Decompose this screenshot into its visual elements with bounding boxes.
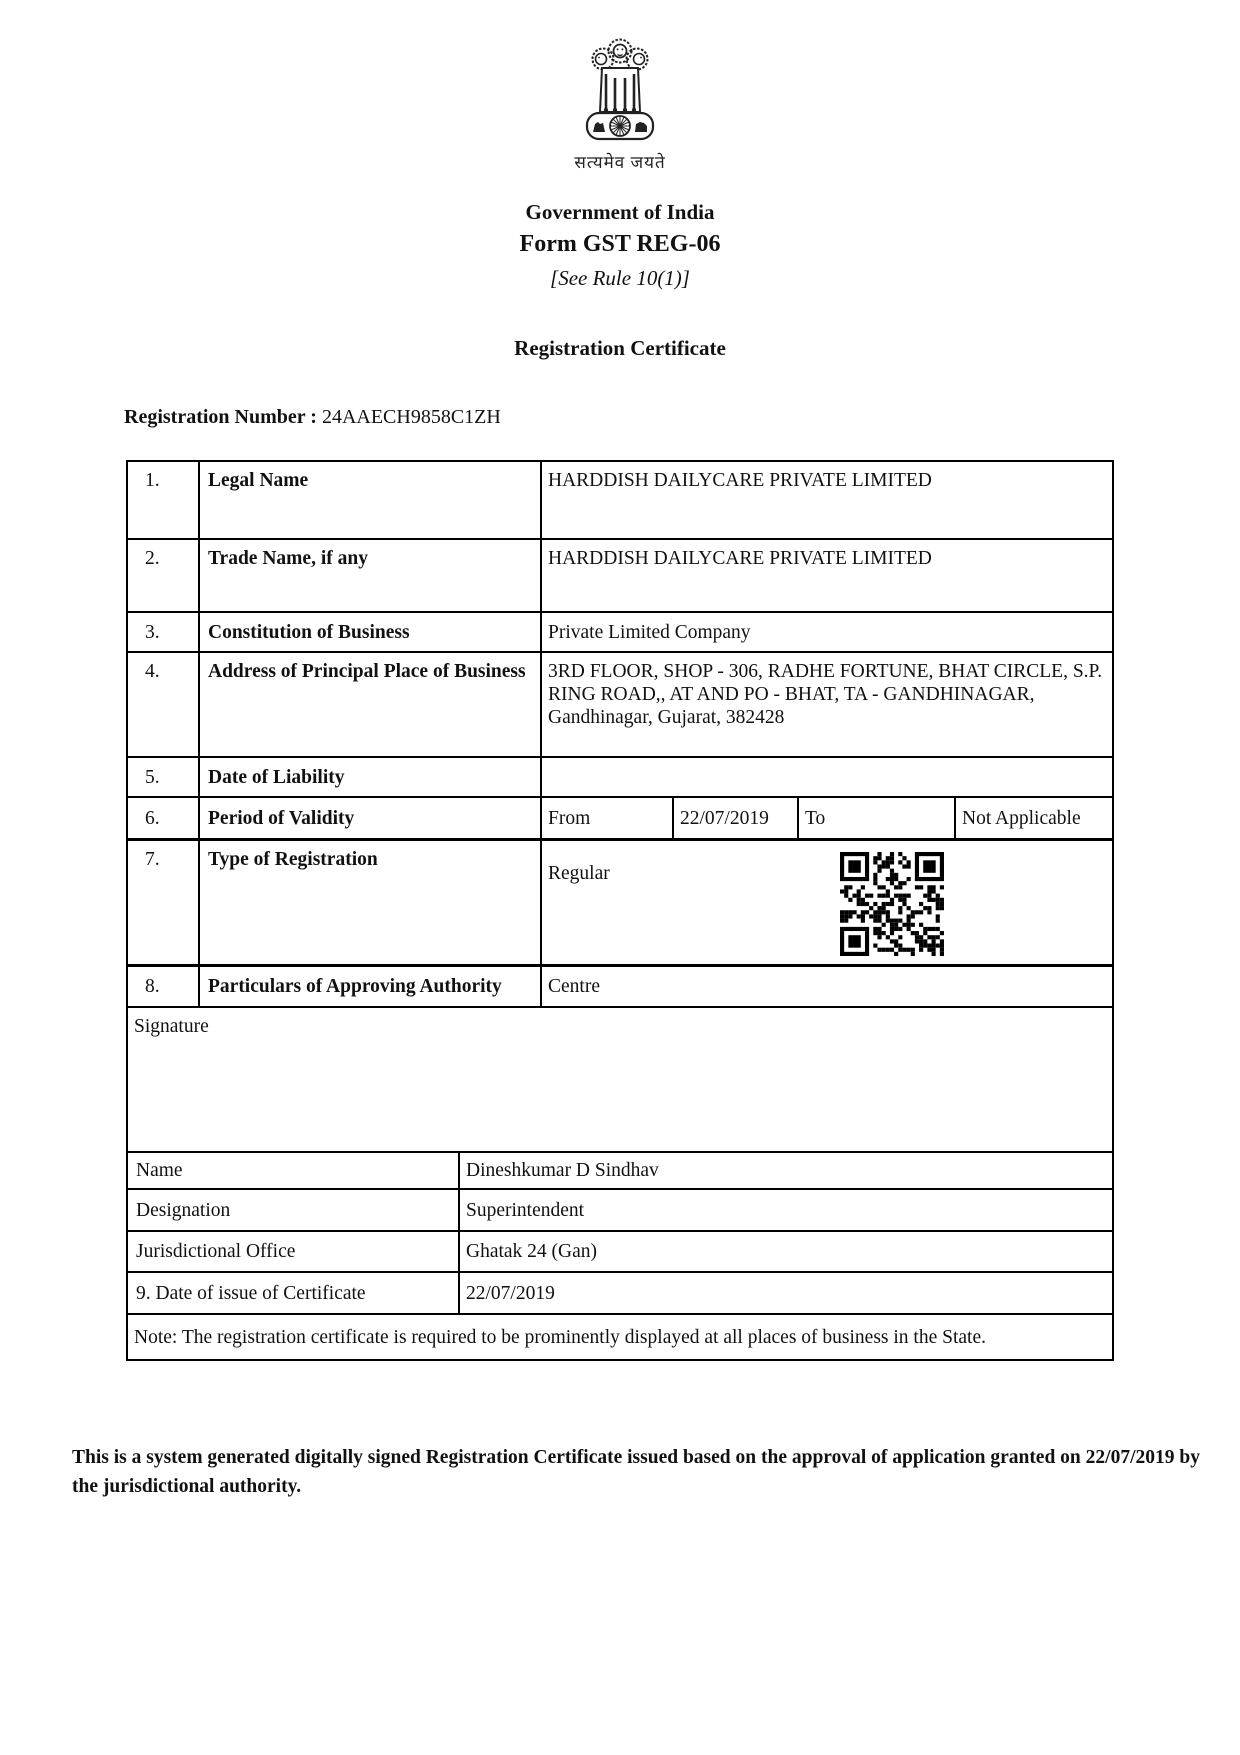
registration-number-value: 24AAECH9858C1ZH (321, 406, 501, 428)
table-row-date-of-liability (128, 756, 1112, 796)
officer-row-value: Dineshkumar D Sindhav (458, 1153, 1112, 1188)
registration-type-value: Regular (548, 863, 610, 884)
table-row-type-of-registration (128, 838, 1112, 964)
form-title: Form GST REG-06 (519, 231, 721, 257)
row-label: Particulars of Approving Authority (198, 967, 540, 1006)
emblem-of-india-icon (583, 34, 657, 144)
officer-row-label: Designation (136, 1199, 231, 1221)
officer-row-label: 9. Date of issue of Certificate (136, 1282, 366, 1304)
table-row-trade-name (128, 538, 1112, 611)
row-value: HARDDISH DAILYCARE PRIVATE LIMITED (540, 462, 1112, 538)
table-row-date-of-issue (128, 1271, 1112, 1313)
table-row-period-of-validity (128, 796, 1112, 838)
officer-row-label: Name (136, 1160, 183, 1181)
signature-label: Signature (134, 1016, 209, 1037)
certificate-table (126, 460, 1114, 1361)
registration-number-line (124, 406, 501, 429)
officer-row-label: Jurisdictional Office (136, 1241, 296, 1262)
row-value: HARDDISH DAILYCARE PRIVATE LIMITED (540, 540, 1112, 611)
government-of-india-heading: Government of India (525, 200, 715, 224)
rule-reference: [See Rule 10(1)] (550, 266, 690, 290)
row-number: 1. (145, 470, 160, 491)
officer-row-value: 22/07/2019 (458, 1273, 1112, 1313)
row-number: 5. (145, 766, 160, 788)
row-label: Period of Validity (198, 798, 540, 838)
note-text: Note: The registration certificate is required to be prominently displayed at all places of business in the State. (134, 1326, 986, 1348)
table-row-address (128, 651, 1112, 756)
row-number: 7. (145, 849, 160, 870)
footer-line-2: the jurisdictional authority. (72, 1476, 302, 1497)
row-label: Trade Name, if any (198, 540, 540, 611)
footer-line-1: This is a system generated digitally signed Registration Certificate issued based on the approval of application granted on 22/07/2019 by (72, 1447, 1200, 1468)
table-row-approving-authority (128, 964, 1112, 1006)
validity-to-value: Not Applicable (954, 798, 1112, 838)
footer-statement (72, 1443, 1202, 1501)
table-row-jurisdictional-office (128, 1230, 1112, 1271)
certificate-title: Registration Certificate (514, 336, 726, 360)
row-label: Constitution of Business (198, 613, 540, 651)
table-row-legal-name (128, 462, 1112, 538)
row-label: Legal Name (198, 462, 540, 538)
emblem-motto: सत्यमेव जयते (574, 153, 666, 172)
table-row-officer-name (128, 1151, 1112, 1188)
validity-cells (540, 798, 1112, 838)
table-row-signature (128, 1006, 1112, 1151)
row-value (540, 758, 1112, 796)
validity-from-value: 22/07/2019 (672, 798, 797, 838)
officer-row-value: Superintendent (458, 1190, 1112, 1230)
row-label: Date of Liability (198, 758, 540, 796)
row-number: 2. (145, 548, 160, 569)
row-number: 6. (145, 807, 160, 829)
emblem-container (0, 34, 1240, 149)
table-row-constitution (128, 611, 1112, 651)
row-value: Private Limited Company (540, 613, 1112, 651)
row-value: Centre (540, 967, 1112, 1006)
row-number: 3. (145, 621, 160, 643)
row-number: 4. (145, 661, 160, 682)
row-label: Address of Principal Place of Business (198, 653, 540, 756)
validity-to-label: To (797, 798, 954, 838)
row-value-with-qr (540, 841, 1112, 964)
officer-row-value: Ghatak 24 (Gan) (458, 1232, 1112, 1271)
qr-code (839, 852, 945, 956)
validity-from-label: From (548, 807, 591, 829)
row-value: 3RD FLOOR, SHOP - 306, RADHE FORTUNE, BHAT CIRCLE, S.P. RING ROAD,, AT AND PO - BHAT, TA - GANDHINAGAR, Gandhinagar, Gujarat, 382428 (540, 653, 1112, 756)
table-row-officer-designation (128, 1188, 1112, 1230)
registration-number-label: Registration Number : (124, 406, 317, 428)
table-row-note (128, 1313, 1112, 1359)
row-number: 8. (145, 976, 160, 997)
row-label: Type of Registration (198, 841, 540, 964)
